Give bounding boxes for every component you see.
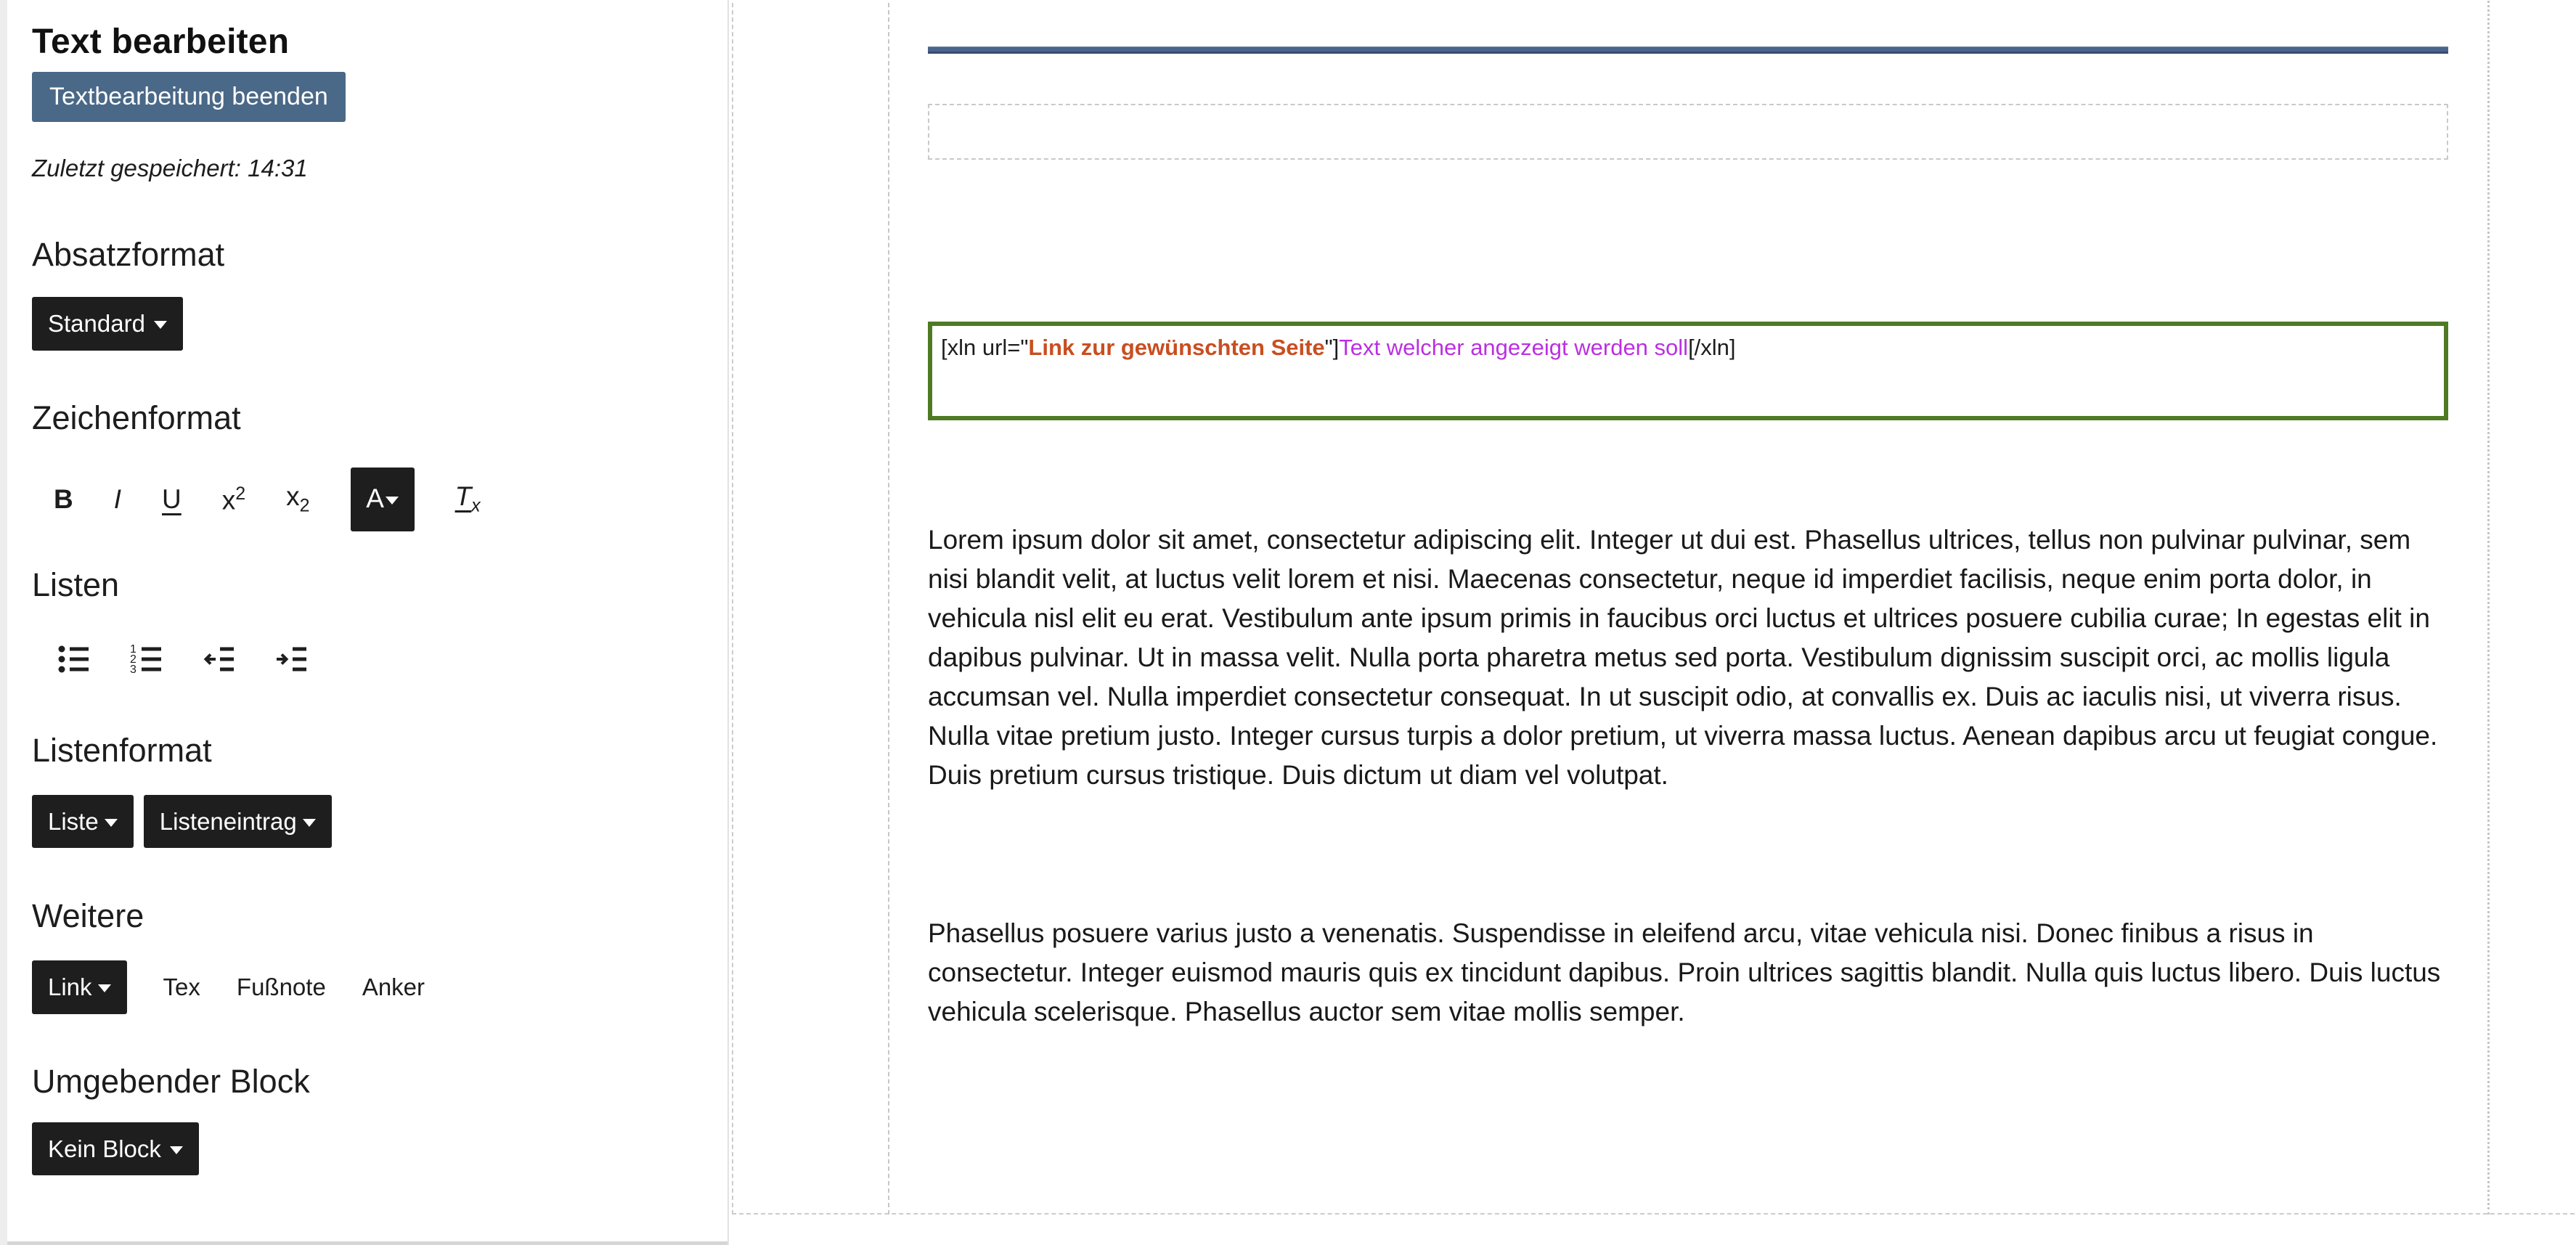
character-format-toolbar — [54, 468, 698, 531]
bold-label: B — [54, 484, 73, 515]
outdent-icon — [203, 642, 236, 676]
section-heading-absatzformat: Absatzformat — [32, 236, 225, 273]
italic-label: I — [113, 484, 122, 515]
fussnote-button[interactable]: Fußnote — [236, 973, 326, 1000]
remove-format-base: T — [455, 481, 472, 512]
caret-down-icon — [170, 1146, 183, 1154]
surrounding-block-selected: Kein Block — [48, 1135, 161, 1162]
listeneintrag-dropdown[interactable] — [144, 795, 332, 849]
bullet-list-button[interactable] — [57, 642, 91, 677]
listeneintrag-dropdown-label: Listeneintrag — [159, 807, 297, 835]
paragraph-format-dropdown[interactable] — [32, 297, 183, 351]
surrounding-block-row — [32, 1122, 698, 1176]
superscript-button[interactable] — [222, 485, 245, 513]
list-format-row — [32, 795, 698, 849]
italic-button[interactable] — [114, 486, 121, 513]
caret-down-icon — [105, 819, 118, 827]
shortcode-open: [xln url=" — [941, 335, 1029, 360]
window-left-edge — [0, 0, 7, 1245]
superscript-mark: 2 — [235, 483, 246, 504]
remove-format-button[interactable] — [455, 483, 481, 515]
last-saved-text: Zuletzt gespeichert: 14:31 — [32, 155, 308, 181]
more-tools-row — [32, 960, 698, 1014]
numbered-list-icon — [130, 642, 163, 676]
indent-button[interactable] — [274, 642, 309, 677]
indent-icon — [275, 642, 309, 676]
underline-button[interactable] — [162, 486, 182, 513]
subscript-base: x — [286, 481, 300, 512]
paragraph-format-row — [32, 297, 698, 351]
anker-button[interactable]: Anker — [362, 973, 425, 1000]
list-toolbar — [57, 642, 698, 677]
link-dropdown[interactable] — [32, 960, 127, 1014]
empty-content-block[interactable] — [928, 104, 2448, 160]
shortcode-url-placeholder: Link zur gewünschten Seite — [1028, 335, 1325, 360]
body-paragraph[interactable]: Lorem ipsum dolor sit amet, consectetur adipiscing elit. Integer ut dui est. Phasellus ultrices, tellus non pulvinar pulvinar, sem nisi blandit velit, at luctus velit lorem et nisi. Maecenas consectetur, neque id imperdiet facilisis, neque enim porta dolor, in vehicula nisl elit eu erat. Vestibulum ante ipsum primis in faucibus orci luctus et ultrices posuere cubilia curae; In egestas elit in dapibus pulvinar. Ut in massa velit. Nulla porta pharetra metus sed porta. Vestibulum dignissim suscipit orci, ac mollis ligula accumsan vel. Nulla imperdiet consectetur consequat. In ut suscipit odio, at convallis ex. Duis ac iaculis nisi, ut viverra risus. Nulla vitae pretium justo. Integer cursus turpis a dolor pretium, ut viverra massa luctus. Aenean dapibus arcu ut feugiat congue. Duis pretium cursus tristique. Duis dictum ut diam vel volutpat. — [928, 525, 2438, 790]
surrounding-block-dropdown[interactable] — [32, 1122, 199, 1176]
active-text-editor[interactable] — [928, 322, 2448, 420]
svg-text:1: 1 — [130, 642, 136, 656]
superscript-base: x — [221, 485, 236, 515]
shortcode-link-text: Text welcher angezeigt werden soll — [1339, 335, 1689, 360]
finish-editing-label: Textbearbeitung beenden — [49, 83, 328, 110]
shortcode-close: [/xln] — [1688, 335, 1736, 360]
caret-down-icon — [386, 497, 399, 505]
underline-label: U — [162, 484, 182, 515]
section-heading-umgebender-block: Umgebender Block — [32, 1062, 310, 1100]
bold-button[interactable] — [54, 486, 73, 513]
sidebar-bottom-strip — [0, 1241, 727, 1245]
text-color-label: A — [366, 483, 384, 514]
bullet-list-icon — [57, 642, 91, 676]
section-heading-listen: Listen — [32, 566, 120, 603]
subscript-button[interactable] — [286, 483, 309, 515]
tex-button[interactable]: Tex — [163, 973, 200, 1000]
liste-dropdown[interactable] — [32, 795, 134, 849]
section-heading-listenformat: Listenformat — [32, 731, 212, 769]
outdent-button[interactable] — [202, 642, 237, 677]
caret-down-icon — [303, 819, 316, 827]
edit-sidebar — [0, 0, 729, 1245]
paragraph-format-selected: Standard — [48, 310, 145, 337]
svg-text:2: 2 — [130, 653, 136, 666]
numbered-list-button[interactable] — [129, 642, 164, 677]
divider-bar — [928, 46, 2448, 54]
caret-down-icon — [154, 321, 167, 329]
section-heading-weitere: Weitere — [32, 897, 144, 935]
subscript-mark: 2 — [299, 495, 310, 516]
link-dropdown-label: Link — [48, 973, 92, 1001]
caret-down-icon — [98, 984, 111, 992]
page-title: Text bearbeiten — [32, 23, 290, 61]
text-color-dropdown[interactable] — [351, 468, 415, 531]
svg-text:3: 3 — [130, 663, 136, 676]
body-paragraph[interactable]: Phasellus posuere varius justo a venenatis. Suspendisse in eleifend arcu, vitae vehicula nisi. Donec finibus a risus in consectetur. Integer euismod mauris quis ex tincidunt dapibus. Proin ultrices sagittis blandit. Nulla quis luctus libero. Duis luctus vehicula scelerisque. Phasellus auctor sem vitae mollis semper. — [928, 918, 2441, 1026]
section-heading-zeichenformat: Zeichenformat — [32, 399, 241, 436]
finish-editing-button[interactable] — [32, 72, 346, 122]
page-preview — [730, 0, 2576, 1245]
liste-dropdown-label: Liste — [48, 807, 99, 835]
remove-format-mark: x — [471, 495, 481, 516]
main-content-column — [928, 0, 2448, 1032]
shortcode-mid: "] — [1324, 335, 1340, 360]
